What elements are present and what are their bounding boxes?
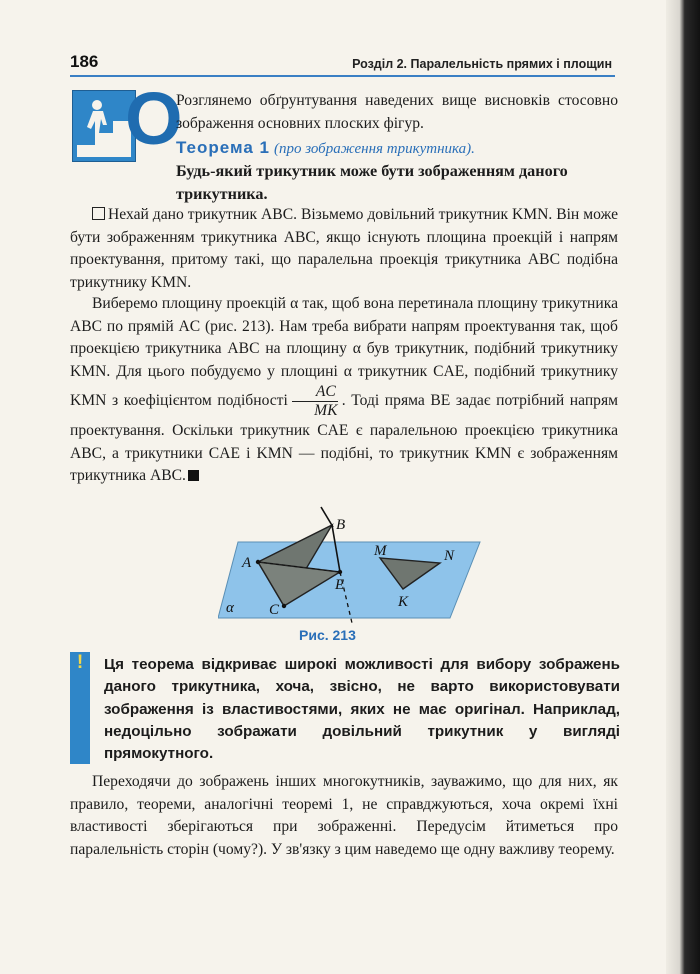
label-m: M: [374, 543, 387, 559]
label-k: K: [398, 594, 409, 610]
label-a: A: [242, 555, 252, 571]
proof-paragraph-2: [70, 293, 618, 488]
figure-213: [218, 505, 488, 630]
plane-alpha: [218, 542, 480, 618]
theory-logo-letter-icon: O: [125, 77, 183, 160]
theorem-heading: [176, 138, 621, 158]
label-alpha: α: [226, 600, 234, 616]
theorem-title: Теорема 1: [176, 138, 270, 157]
warning-text: Ця теорема відкриває широкі можливості для вибору зображень даного трикутника, хоча, звісно, не варто використовувати зображення із властивостями, яких не має оригінал. Наприклад, недоцільно зображати довільний трикутник у вигляді прямокутного.: [104, 656, 620, 763]
fraction-numerator: AC: [292, 383, 338, 402]
label-e: E: [335, 577, 345, 593]
fraction-denominator: MK: [314, 402, 338, 419]
line-be-upper: [321, 507, 333, 527]
running-header: Розділ 2. Паралельність прямих і площин: [352, 57, 612, 71]
page-binding-edge: [666, 0, 700, 974]
theorem-note: (про зображення трикутника).: [273, 141, 475, 157]
exclamation-icon: !: [76, 652, 84, 673]
final-paragraph: Переходячи до зображень інших многокутників, зауважимо, що для них, як правило, теореми, аналогічні теоремі 1, не справджуються, хоча окремі їхні властивості зберігаються при зображенні. Передусім йтиметься про паралельність сторін (чому?). У зв'язку з цим наведемо ще одну важливу теорему.: [70, 773, 618, 858]
label-n: N: [444, 548, 455, 564]
theorem-statement: Будь-який трикутник може бути зображенням даного трикутника.: [176, 162, 568, 203]
proof-start-square-icon: [92, 207, 105, 220]
proof-text-2c: . Тоді пряма BE задає потрібний напрям проектування. Оскільки трикутник CAE є паралельною проекцією трикутника ABC, а трикутники CAE і KMN — подібні, то трикутник KMN є зображенням трикутника ABC.: [70, 392, 619, 484]
figure-caption: Рис. 213: [299, 627, 356, 643]
intro-paragraph: Розглянемо обґрунтування наведених вище висновків стосовно зображення основних плоских фігур.: [176, 92, 618, 132]
proof-text-2a: Виберемо площину проекцій α так, щоб вона перетинала площину трикутника ABC по прямій AC (рис. 213). Нам треба вибрати напрям проектування так, щоб проекцією трикутника ABC на площину α був трикутник, подібний трикутнику KMN. Для цього побудуємо у площині α трикутник CAE, подібний трикутнику: [70, 295, 618, 380]
label-c: C: [269, 602, 280, 618]
proof-text-1: Нехай дано трикутник ABC. Візьмемо довільний трикутник KMN. Він може бути зображенням трикутника ABC, якщо існують площина проекцій і напрям проектування, притому такі, що паралельна проекція трикутника ABC подібна трикутнику KMN.: [70, 206, 618, 291]
proof-end-square-icon: [188, 470, 199, 481]
similarity-ratio-fraction: [292, 383, 338, 420]
page-number: 186: [70, 52, 99, 71]
proof-paragraph-1: [70, 204, 618, 294]
label-b: B: [336, 517, 346, 533]
proof-text-2b: KMN з коефіцієнтом подібності: [70, 392, 288, 410]
